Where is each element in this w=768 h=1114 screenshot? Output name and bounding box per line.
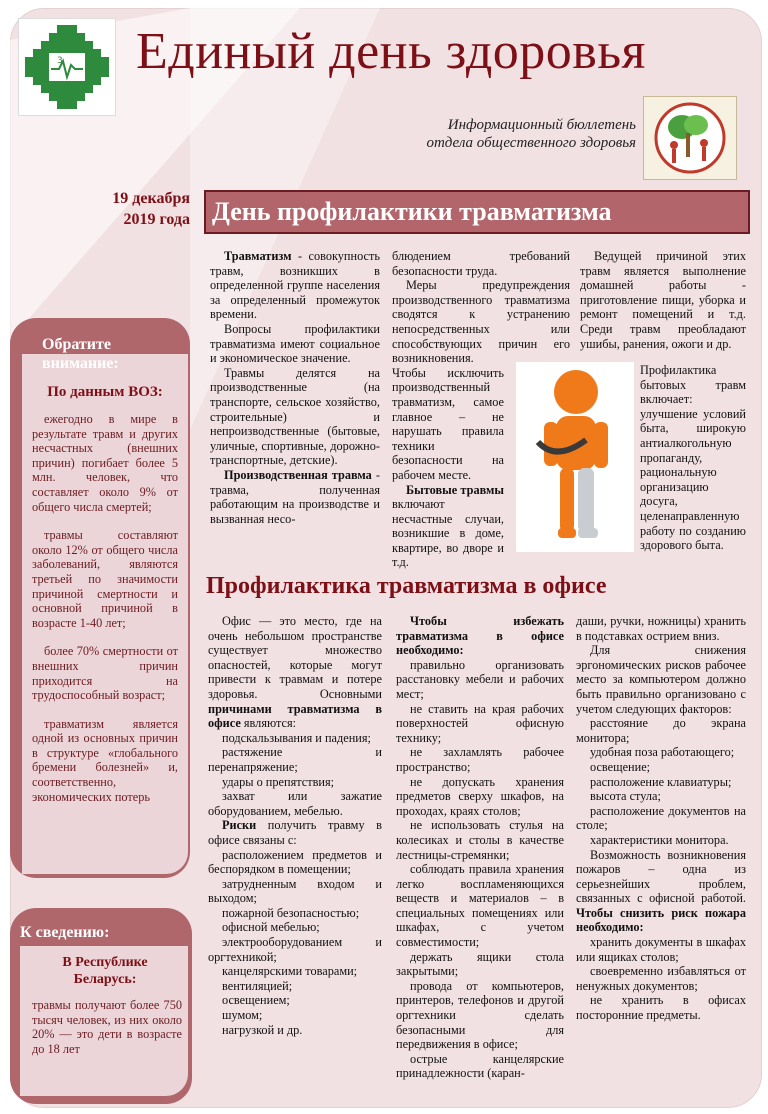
list-item: электрооборудованием и оргтехникой; [208, 935, 382, 964]
section2-column-1 [208, 614, 382, 1037]
paragraph: Меры предупреждения производственного травматизма сводятся к устранению непосредственных или способствующих причин его возникновения. [392, 278, 570, 366]
list-item: своевременно избавляться от ненужных документов; [576, 964, 746, 993]
list-item: не ставить на края рабочих поверхностей офисную технику; [396, 701, 564, 745]
attention-sidebar-text [32, 412, 178, 818]
list-item: высота стула; [590, 789, 661, 804]
list-item: ежегодно в мире в результате травм и других несчастных (внешних причин) погибает более 5 млн. человек, что составляет около 9% от общего числа смертей; [32, 412, 178, 514]
list-item: не использовать стулья на колесиках и столы в качестве лестницы-стремянки; [396, 818, 564, 862]
paragraph: Бытовые травмы включают несчастные случаи, возникшие в доме, квартире, во дворе и т.д. [392, 482, 504, 570]
list-item: растяжение и перенапряжение; [208, 745, 382, 774]
date-line1: 19 декабря [112, 190, 190, 207]
list-item: не допускать хранения предметов сверху шкафов, на проходах, краях столов; [396, 774, 564, 818]
section1-column-3-top [580, 249, 746, 351]
list-item: затрудненным входом и выходом; [208, 876, 382, 906]
paragraph: Чтобы исключить производственный травматизм, самое главное – не нарушать правила техники безопасности на рабочем месте. [392, 365, 504, 482]
list-item: характеристики монитора. [590, 832, 729, 847]
paragraph: даши, ручки, ножницы) хранить в подставках острием вниз. [576, 614, 746, 643]
paragraph: Для снижения эргономических рисков рабочее место за компьютером должно быть правильно организовано с учетом следующих факторов: [576, 643, 746, 716]
list-item: пожарной безопасностью; [222, 905, 360, 920]
paragraph: Возможность возникновения пожаров – одна из серьезнейших проблем, связанных с офисной работой. Чтобы снизить риск пожара необходимо: [576, 847, 746, 935]
list-item: захват или зажатие оборудованием, мебелью. [208, 789, 382, 818]
list-item: освещение; [590, 759, 651, 774]
list-item: травмы составляют около 12% от общего числа заболеваний, являются третьей по значимости причиной смертности и основной причиной в возрасте 1-40 лет; [32, 528, 178, 630]
attention-sidebar-subtitle: По данным ВОЗ: [47, 384, 163, 400]
list-item: канцелярскими товарами; [222, 964, 358, 979]
issue-date [60, 188, 190, 230]
bulletin-subtitle [360, 116, 636, 152]
subtitle-line1: В Республике [62, 955, 148, 970]
paragraph: Профилактика бытовых травм включает: улучшение условий быта, широкую антиалкогольную пропаганду, рациональную организацию досуга, целенаправленную работу по созданию здорового быта. [640, 363, 746, 553]
list-item: держать ящики стола закрытыми; [396, 949, 564, 979]
list-item: не хранить в офисах посторонние предметы. [576, 993, 746, 1023]
list-item: удары о препятствия; [222, 774, 335, 789]
section2-title: Профилактика травматизма в офисе [206, 573, 607, 599]
list-item: подскальзывания и падения; [222, 730, 371, 745]
list-item: нагрузкой и др. [222, 1022, 303, 1037]
paragraph: Чтобы избежать травматизма в офисе необходимо: [396, 614, 564, 658]
list-item: провода от компьютеров, принтеров, телефонов и другой оргтехники сделать безопасными для передвижения в офисе; [396, 978, 564, 1052]
health-logo-icon [18, 18, 116, 116]
list-item: острые канцелярские принадлежности (каран- [396, 1051, 564, 1081]
info-sidebar-subtitle [22, 954, 188, 988]
paragraph: Травматизм - совокупность травм, возникших в определенной группе населения за определенный промежуток времени. [210, 249, 380, 322]
list-item: травматизм является одной из основных причин в структуре «глобального бремени болезней» и, соответственно, экономических потерь [32, 716, 178, 804]
list-item: офисной мебелью; [222, 920, 320, 935]
svg-text:3: 3 [57, 56, 63, 66]
paragraph: Офис — это место, где на очень небольшом пространстве существует множество опасностей, которые могут привести к травмам и потере здоровья. Основными причинами травматизма в офисе являются: [208, 614, 382, 731]
info-sidebar-title: К сведению: [20, 924, 110, 941]
paragraph: Травмы делятся на производственные (на транспорте, сельское хозяйство, строительные) и непроизводственные (бытовые, уличные, спортивные, дорожно-транспортные, детские). [210, 365, 380, 468]
section2-column-3 [576, 614, 746, 1023]
public-health-logo-icon [643, 96, 737, 180]
attention-sidebar-title: Обратите внимание: [42, 336, 119, 372]
subtitle-line2: отдела общественного здоровья [426, 135, 636, 151]
list-item: расстояние до экрана монитора; [576, 716, 746, 745]
list-item: освещением; [222, 993, 290, 1008]
paragraph: Производственная травма - травма, полученная работающим на производстве и вызванная несо- [210, 467, 381, 526]
list-item: хранить документы в шкафах или ящиках столов; [576, 935, 746, 964]
section1-column-3-bottom [640, 363, 746, 553]
paragraph: Ведущей причиной этих травм является выполнение домашней работы - приготовление пищи, уборка и ремонт помещений и т.д. Среди травм преобладают ушибы, ранения, ожоги и др. [580, 249, 746, 351]
list-item: более 70% смертности от внешних причин приходится на трудоспособный возраст; [32, 644, 178, 703]
section1-column-1 [210, 249, 380, 526]
injured-figure-icon [516, 362, 634, 552]
page-title: Единый день здоровья [136, 23, 646, 80]
list-item: расположение клавиатуры; [590, 774, 732, 789]
list-item: расположение документов на столе; [576, 803, 746, 833]
subtitle-line1: Информационный бюллетень [447, 117, 636, 133]
list-item: соблюдать правила хранения легко воспламеняющихся веществ и материалов – в специальных помещениях или шкафах, с учетом совместимости; [396, 862, 564, 950]
list-item: удобная поза работающего; [590, 745, 735, 760]
section2-column-2 [396, 614, 564, 1081]
date-line2: 2019 года [123, 211, 190, 228]
paragraph: Риски получить травму в офисе связаны с: [208, 818, 382, 847]
list-item: вентиляцией; [222, 978, 293, 993]
section1-banner: День профилактики травматизма [204, 190, 750, 234]
paragraph: Вопросы профилактики травматизма имеют социальное и экономическое значение. [210, 321, 380, 366]
list-item: правильно организовать расстановку мебели и рабочих мест; [396, 657, 564, 701]
list-item: расположением предметов и беспорядком в помещении; [208, 847, 382, 877]
list-item: не захламлять рабочее пространство; [396, 745, 564, 774]
list-item: шумом; [222, 1008, 263, 1023]
paragraph: блюдением требований безопасности труда. [392, 249, 570, 278]
subtitle-line2: Беларусь: [73, 972, 137, 987]
info-sidebar-text: травмы получают более 750 тысяч человек, из них около 20% — это дети в возрасте до 18 лет [32, 998, 182, 1056]
